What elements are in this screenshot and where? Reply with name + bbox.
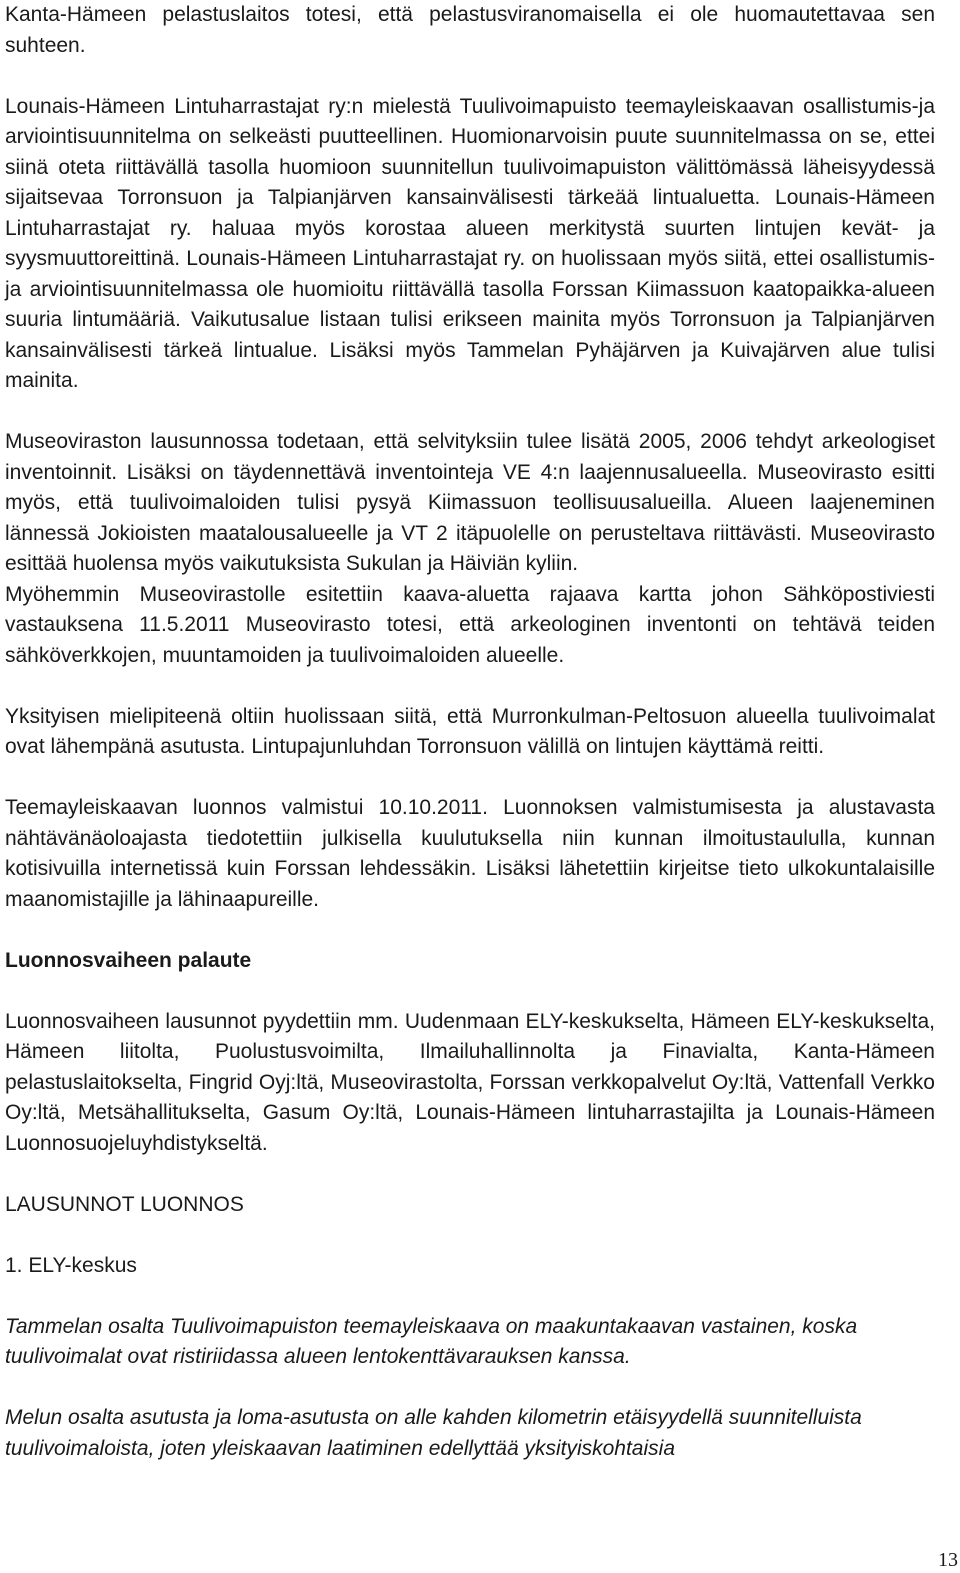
paragraph-pelastuslaitos: Kanta-Hämeen pelastuslaitos totesi, että pelastusviranomaisella ei ole huomautettavaa sen suhteen. [5,3,935,57]
paragraph-luonnos-valmistui: Teemayleiskaavan luonnos valmistui 10.10.2011. Luonnoksen valmistumisesta ja alustavasta nähtävänäoloajasta tiedotettiin julkisella kuulutuksella niin kunnan ilmoitustaululla, kunnan kotisivuilla internetissä kuin Forssan lehdessäkin. Lisäksi lähetettiin kirjeitse tieto ulkokuntalaisille maanomistajille ja lähinaapureille. [5,796,935,911]
paragraph-lausunnot-pyydettiin: Luonnosvaiheen lausunnot pyydettiin mm. Uudenmaan ELY-keskukselta, Hämeen ELY-keskukselta, Hämeen liitolta, Puolustusvoimilta, Ilmailuhallinnolta ja Finavialta, Kanta-Hämeen pelastuslaitokselta, Fingrid Oyj:ltä, Museovirastolta, Forssan verkkopalvelut Oy:ltä, Vattenfall Verkko Oy:ltä, Metsähallitukselta, Gasum Oy:ltä, Lounais-Hämeen lintuharrastajilta ja Lounais-Hämeen Luonnosuojeluyhdistykseltä. [5,1009,935,1155]
document-page [5,0,935,1464]
italic-paragraph-tammela: Tammelan osalta Tuulivoimapuiston teemayleiskaava on maakuntakaavan vastainen, koska tuulivoimalat ovat ristiriidassa alueen lentokenttävarauksen kanssa. [5,1314,858,1368]
paragraph-museovirasto: Museoviraston lausunnossa todetaan, että selvityksiin tulee lisätä 2005, 2006 tehdyt arkeologiset inventoinnit. Lisäksi on täydennettävä inventointeja VE 4:n laajennusalueella. Museovirasto esitti myös, että tuulivoimaloiden tulisi pysyä Kiimassuon teollisuusalueilla. Alueen laajeneminen lännessä Jokioisten maatalousalueelle ja VT 2 itäpuolelle on perusteltava riittävästi. Museovirasto esittää huolensa myös vaikutuksista Sukulan ja Häiviän kyliin. [5,430,935,575]
list-item-ely-keskus: 1. ELY-keskus [5,1253,137,1277]
paragraph-lintuharrastajat: Lounais-Hämeen Lintuharrastajat ry:n mielestä Tuulivoimapuisto teemayleiskaavan osallistumis-ja arviointisuunnitelma on selkeästi puutteellinen. Huomionarvoisin puute suunnitelmassa on se, ettei siinä oteta riittävällä tasolla huomioon suunnitellun tuulivoimapuiston välittömässä läheisyydessä sijaitsevaa Torronsuon ja Talpianjärven kansainvälisesti tärkeää lintualuetta. Lounais-Hämeen Lintuharrastajat ry. haluaa myös korostaa alueen merkitystä suurten lintujen kevät- ja syysmuuttoreittinä. Lounais-Hämeen Lintuharrastajat ry. on huolissaan myös siitä, ettei osallistumis- ja arviointisuunnitelmassa ole huomioitu riittävällä tasolla Forssan Kiimassuon kaatopaikka-alueen suuria lintumääriä. Vaikutusalue listaan tulisi erikseen mainita myös Torronsuon ja Talpianjärven kansainvälisesti tärkeä lintualue. Lisäksi myös Tammelan Pyhäjärven ja Kuivajärven alue tulisi mainita. [5,94,935,392]
paragraph-yksityinen-mielipide: Yksityisen mielipiteenä oltiin huolissaan siitä, että Murronkulman-Peltosuon alueella tuulivoimalat ovat lähempänä asutusta. Lintupajunluhdan Torronsuon välillä on lintujen käyttämä reitti. [5,704,935,758]
page-number: 13 [938,1549,958,1571]
italic-paragraph-melu: Melun osalta asutusta ja loma-asutusta on alle kahden kilometrin etäisyydellä suunnitelluista tuulivoimaloista, joten yleiskaavan laatiminen edellyttää yksityiskohtaisia [5,1406,862,1460]
section-heading: Luonnosvaiheen palaute [5,948,252,972]
paragraph-museovirasto-kartta: Myöhemmin Museovirastolle esitettiin kaava-aluetta rajaava kartta johon Sähköpostiviesti vastauksena 11.5.2011 Museovirasto totesi, että arkeologinen inventonti on tehtävä teiden sähköverkkojen, muuntamoiden ja tuulivoimaloiden alueelle. [5,582,935,667]
section-title: LAUSUNNOT LUONNOS [5,1192,244,1216]
